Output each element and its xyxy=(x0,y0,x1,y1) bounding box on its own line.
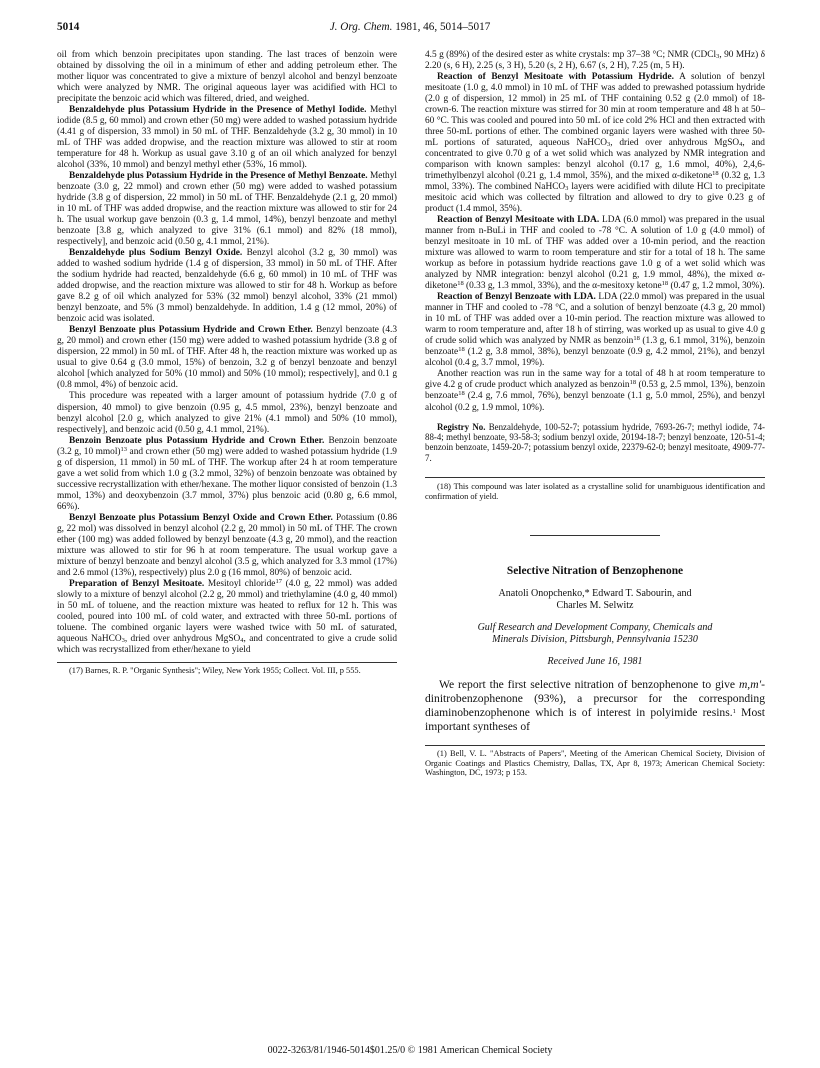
footnote-divider xyxy=(425,477,765,478)
paragraph: Benzaldehyde plus Potassium Hydride in the Presence of Methyl Benzoate. Methyl benzoate (3.0 g, 22 mmol) and crown ether (50 mg) were added to washed potassium hydride (3.8 g of dispersion, 22 mmol) in 50 mL of THF. Benzaldehyde (2.1 g, 20 mmol) in 10 mL of THF was added dropwise, and the reaction mixture was allowed to stir for 24 h. The usual workup gave benzoin (0.3 g, 1.4 mmol, 14%), benzyl benzoate and methyl benzoate [3.8 g, which analyzed to give 31% (6.1 mmol) and 82% (18 mmol), respectively], and benzoic acid (0.50 g, 4.1 mmol, 21%). xyxy=(57,171,397,248)
footnote: (17) Barnes, R. P. "Organic Synthesis"; Wiley, New York 1955; Collect. Vol. III, p 555. xyxy=(69,665,361,675)
section-heading: Reaction of Benzyl Mesitoate with Potassium Hydride. xyxy=(437,72,674,83)
authors: Charles M. Selwitz xyxy=(556,599,634,611)
journal-citation: 1981, 46, 5014–5017 xyxy=(392,21,491,33)
paragraph: Reaction of Benzyl Benzoate with LDA. LDA (22.0 mmol) was prepared in the usual manner in THF and cooled to -78 °C, and a solution of benzyl benzoate (4.3 g, 20 mmol) in 10 mL of THF was added over a 10-min period. The reaction mixture was allowed to warm to room temperature and, after 18 h of stirring, was worked up as usual to give 4.0 g of crude solid which was analyzed by NMR as benzoin$^{18}$ (1.3 g, 6.1 mmol, 31%), benzoin benzoate$^{18}$ (1.2 g, 3.8 mmol, 38%), benzyl benzoate (0.9 g, 4.2 mmol, 21%), and benzyl alcohol (0.4 g, 3.7 mmol, 19%). xyxy=(425,292,765,369)
received-date: Received June 16, 1981 xyxy=(547,655,643,667)
page-footer: 0022-3263/81/1946-5014$01.25/0 © 1981 American Chemical Society xyxy=(267,1045,553,1056)
article-divider xyxy=(530,535,660,536)
footnote-divider xyxy=(57,662,397,663)
affiliation: Gulf Research and Development Company, Chemicals and xyxy=(477,621,713,633)
footnote: (18) This compound was later isolated as a crystalline solid for unambiguous identification and confirmation of yield. xyxy=(425,482,765,501)
page-number: 5014 xyxy=(57,21,80,33)
paragraph: Benzoin Benzoate plus Potassium Hydride and Crown Ether. Benzoin benzoate (3.2 g, 10 mmol)$^{13}$ and crown ether (50 mg) were added to washed potassium hydride (1.9 g of dispersion, 11 mmol) in 50 mL of THF. The workup after 24 h at room temperature gave a wet solid from which 1.0 g (3.2 mmol, 32%) of benzoin benzoate was obtained by successive recrystallization with ether/hexane. The mother liquor consisted of benzoin (1.3 mmol, 13%) and deoxybenzoin (3.7 mmol, 37%) plus benzoic acid (0.80 g, 6.6 mmol, 66%). xyxy=(57,435,397,512)
section-heading: Benzaldehyde plus Potassium Hydride in the Presence of Methyl Benzoate. xyxy=(69,171,368,182)
footnote: (1) Bell, V. L. "Abstracts of Papers", Meeting of the American Chemical Society, Division of Organic Coatings and Plastics Chemistry, Dallas, TX, Apr 8, 1973; American Chemical Society: Washington, DC, 1973; p 153. xyxy=(425,748,765,778)
section-heading: Benzaldehyde plus Sodium Benzyl Oxide. xyxy=(69,248,243,259)
registry-numbers: Registry No. Benzaldehyde, 100-52-7; potassium hydride, 7693-26-7; methyl iodide, 74-88-4; methyl benzoate, 93-58-3; sodium benzyl oxide, 20194-18-7; benzyl benzoate, 120-51-4; benzoin benzoate, 1459-20-7; potassium benzyl oxide, 22379-62-0; benzyl mesitoate, 4909-77-7. xyxy=(425,421,765,463)
section-heading: Reaction of Benzyl Benzoate with LDA. xyxy=(437,292,596,303)
page-header xyxy=(0,21,820,37)
paragraph: Reaction of Benzyl Mesitoate with LDA. LDA (6.0 mmol) was prepared in the usual manner from n-BuLi in THF and cooled to -78 °C. A solution of 1.0 g (4.0 mmol) of benzyl mesitoate in 10 mL of THF was added over a 10-min period, and the reaction mixture was allowed to warm to room temperature and stir for a total of 18 h. The same workup as before in potassium hydride reactions gave 1.0 g of a wet solid which was analyzed by NMR integration: benzyl alcohol (0.21 g, 1.9 mmol, 48%), the mixed α-diketone$^{18}$ (0.33 g, 1.3 mmol, 33%), and the α-mesitoxy ketone$^{18}$ (0.47 g, 1.2 mmol, 30%). xyxy=(425,215,765,292)
paragraph: Preparation of Benzyl Mesitoate. Mesitoyl chloride$^{17}$ (4.0 g, 22 mmol) was added slowly to a mixture of benzyl alcohol (2.2 g, 20 mmol) and triethylamine (4.0 g, 40 mmol) in 50 mL of toluene, and the reaction mixture was heated to reflux for 12 h. This was cooled, poured into 100 mL of cold water, and extracted with three 50-mL portions of toluene. The combined organic layers were washed twice with 50 mL of saturated, aqueous NaHCO$_3$, dried over anhydrous MgSO$_4$, and concentrated to give a crude solid which was recrystallized from ether/hexane to yield xyxy=(57,577,397,655)
abstract: We report the first selective nitration of benzophenone to give m,m′-dinitrobenzophenone (93%), a precursor for the corresponding diaminobenzophenone which is of interest in polyimide resins.$^1$ Most important syntheses of xyxy=(425,677,765,733)
paragraph: Benzaldehyde plus Sodium Benzyl Oxide. Benzyl alcohol (3.2 g, 30 mmol) was added to washed sodium hydride (1.4 g of dispersion, 33 mmol) in 50 mL of THF. After the sodium hydride had reacted, benzaldehyde (6.6 g, 60 mmol) in 10 mL of THF was added dropwise, and the reaction mixture was allowed to stir for 48 h. Workup as before gave 8.2 g of oil which analyzed for 53% (32 mmol) benzyl alcohol, 33% (21 mmol) benzyl benzoate, and 5% (3 mmol) benzaldehyde. In addition, 1.4 g (12 mmol, 20%) of benzoic acid was isolated. xyxy=(57,248,397,325)
section-heading: Preparation of Benzyl Mesitoate. xyxy=(69,578,205,589)
paragraph: 4.5 g (89%) of the desired ester as white crystals: mp 37–38 °C; NMR (CDCl$_3$, 90 MHz) δ 2.20 (s, 6 H), 2.25 (s, 3 H), 5.20 (s, 2 H), 6.67 (s, 2 H), 7.25 (m, 5 H). xyxy=(425,50,766,72)
article-title: Selective Nitration of Benzophenone xyxy=(506,564,684,577)
running-head xyxy=(0,21,820,33)
paragraph: Reaction of Benzyl Mesitoate with Potassium Hydride. A solution of benzyl mesitoate (1.0 g, 4.0 mmol) in 10 mL of THF was added to prewashed potassium hydride (2.0 g of dispersion, 12 mmol) in 25 mL of THF containing 0.52 g (2.0 mmol) of 18-crown-6. The reaction mixture was stirred for 30 min at room temperature and 48 h at 50–60 °C. This was cooled and poured into 50 mL of ice cold 2% HCl and then extracted with three 50-mL portions of ether. The combined organic layers were washed with three 50-mL portions of saturated, aqueous NaHCO$_3$, dried over anhydrous MgSO$_4$, and concentrated to give 0.70 g of a wet solid which was analyzed by NMR integration and comparison with known samples: benzyl alcohol (0.17 g, 1.6 mmol, 40%), 2,4,6-trimethylbenzyl alcohol (0.21 g, 1.4 mmol, 35%), and the mixed α-diketone$^{18}$ (0.32 g, 1.3 mmol, 33%). The combined NaHCO$_3$ layers were acidified with dilute HCl to precipitate mesitoic acid which was collected by filtration and allowed to dry to give 0.23 g of product (1.4 mmol, 35%). xyxy=(425,72,765,215)
paragraph: Benzyl Benzoate plus Potassium Benzyl Oxide and Crown Ether. Potassium (0.86 g, 22 mol) was dissolved in benzyl alcohol (2.2 g, 20 mmol) in 50 mL of THF. The crown ether (100 mg) was added followed by benzyl benzoate (4.3 g, 20 mmol), and the reaction mixture was allowed to stir for 96 h at room temperature. The usual workup gave a mixture of benzyl benzoate and benzyl alcohol (3.5 g, which analyzed for 3.3 mmol (17%) and 2.6 mmol (13%), respectively) plus 2.0 g (16 mmol, 80%) of benzoic acid. xyxy=(57,512,397,578)
footnote-divider xyxy=(425,745,765,746)
paragraph: oil from which benzoin precipitates upon standing. The last traces of benzoin were obtained by dissolving the oil in a minimum of ether and adding petroleum ether. The mother liquor was concentrated to give a mixture of benzyl alcohol and benzyl benzoate which were analyzed by NMR. The original aqueous layer was acidified with HCl to precipitate the benzoic acid which was filtered, dried, and weighed. xyxy=(57,50,397,105)
left-column xyxy=(57,50,397,676)
section-heading: Benzoin Benzoate plus Potassium Hydride and Crown Ether. xyxy=(69,435,325,446)
section-heading: Reaction of Benzyl Mesitoate with LDA. xyxy=(437,215,600,226)
section-heading: Benzaldehyde plus Potassium Hydride in the Presence of Methyl Iodide. xyxy=(69,105,367,116)
right-column xyxy=(425,50,765,778)
journal-name: J. Org. Chem. xyxy=(329,21,393,33)
paragraph: Another reaction was run in the same way for a total of 48 h at room temperature to give 4.2 g of crude product which analyzed as benzoin$^{18}$ (0.53 g, 2.5 mmol, 13%), benzoin benzoate$^{18}$ (2.4 g, 7.6 mmol, 76%), benzyl benzoate (1.1 g, 5.0 mmol, 25%), and benzyl alcohol (0.2 g, 1.9 mmol, 10%). xyxy=(425,369,765,413)
section-heading: Benzyl Benzoate plus Potassium Hydride and Crown Ether. xyxy=(69,325,313,336)
affiliation: Minerals Division, Pittsburgh, Pennsylvania 15230 xyxy=(492,633,698,645)
paragraph: Benzaldehyde plus Potassium Hydride in the Presence of Methyl Iodide. Methyl iodide (8.5 g, 60 mmol) and crown ether (50 mg) were added to washed potassium hydride (4.41 g of dispersion, 33 mmol) in 50 mL of THF. Benzaldehyde (3.2 g, 30 mmol) in 10 mL of THF was added dropwise, and the reaction mixture was allowed to stir at room temperature for 48 h. Workup as usual gave 3.10 g of an oil which analyzed for benzyl alcohol (33%, 10 mmol) and benzyl methyl ether (53%, 16 mmol). xyxy=(57,105,397,171)
paragraph: Benzyl Benzoate plus Potassium Hydride and Crown Ether. Benzyl benzoate (4.3 g, 20 mmol) and crown ether (150 mg) were added to washed potassium hydride (3.8 g of dispersion, 22 mmol) in 50 mL of THF. After 48 h, the reaction mixture was worked up as usual to give 0.64 g (3.0 mmol, 15%) of benzoin, 3.2 g of benzyl benzoate and benzyl alcohol [which analyzed for 50% (10 mmol) and 50% (10 mmol); respectively], and 0.1 g (0.8 mmol, 4%) of benzoic acid. xyxy=(57,325,398,391)
paragraph: This procedure was repeated with a larger amount of potassium hydride (7.0 g of dispersion, 40 mmol) to give benzoin (0.95 g, 4.5 mmol, 23%), benzyl benzoate and benzyl alcohol [2.0 g, which analyzed to give 21% (4.1 mmol) and 50% (10 mmol), respectively], and benzoic acid (0.50 g, 4.1 mmol, 21%). xyxy=(57,391,397,435)
section-heading: Benzyl Benzoate plus Potassium Benzyl Oxide and Crown Ether. xyxy=(69,512,333,523)
authors: Anatoli Onopchenko,* Edward T. Sabourin, and xyxy=(498,587,692,599)
